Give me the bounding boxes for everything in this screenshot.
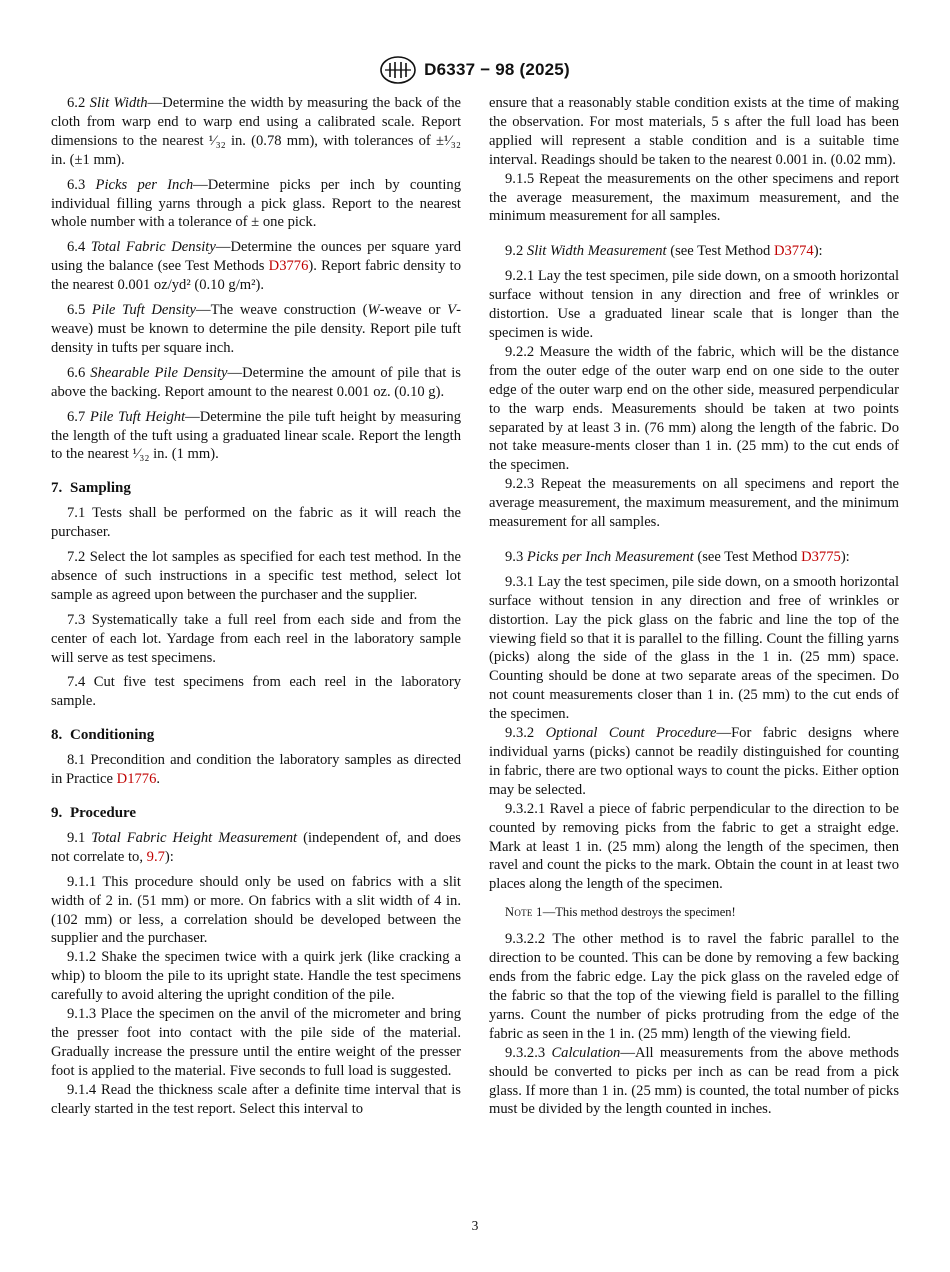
paragraph-9-1: 9.1 Total Fabric Height Measurement (independent of, and does not correlate to, 9.7): [51,829,461,865]
spacer [489,232,899,242]
paragraph-6-4: 6.4 Total Fabric Density—Determine the ounces per square yard using the balance (see Test Methods D3776). Report fabric density to the nearest 0.001 oz/yd² (0.10 g/m²). [51,239,462,294]
paragraph-9-3: 9.3 Picks per Inch Measurement (see Test Method D3775): [505,548,850,565]
paragraph-9-1-1: 9.1.1 This procedure should only be used on fabrics with a slit width of 2 in. (51 mm) or more. On fabrics with a slit width of 4 in. (102 mm) or less, a correlation should be developed between the supplier and the purchaser. [51,873,461,947]
paragraph-9-2-1: 9.2.1 Lay the test specimen, pile side down, on a smooth horizontal surface without tension in any direction and free of wrinkles or distortion. Use a graduated linear scale that is longer than the specimen is wide. [489,268,899,341]
paragraph-6-2: 6.2 Slit Width—Determine the width by measuring the back of the cloth from warp end to warp end using a calibrated scale. Report dimensions to the nearest ¹⁄₃₂ in. (0.78 mm), with tolerances of ±¹⁄₃₂ in. (±1 mm). [51,95,461,168]
astm-logo-icon [380,56,416,84]
paragraph-9-3-2-1: 9.3.2.1 Ravel a piece of fabric perpendicular to the direction to be counted by removing picks from the fabric to get a straight edge. Mark at least 1 in. (25 mm) along the length of the specimen, then ravel and count the picks to the mark. Obtain the count in at least two places along the length of the specimen. [489,800,899,893]
ref-link-d3774[interactable]: D3774 [773,243,814,260]
section-heading-7: 7. Sampling [51,480,131,497]
paragraph-8-1: 8.1 Precondition and condition the laboratory samples as directed in Practice D1776. [51,752,461,788]
paragraph-7-2: 7.2 Select the lot samples as specified for each test method. In the absence of such instructions in a specific test method, select lot sample as agreed upon between the purchaser and the supplier. [51,549,461,603]
paragraph-9-1-5: 9.1.5 Repeat the measurements on the other specimens and report the average measurement, the maximum measurement, and the minimum measurement for all samples. [489,170,899,225]
paragraph-9-3-2-3: 9.3.2.3 Calculation—All measurements from the above methods should be converted to picks per inch as can be read from a pick glass. If more than 1 in. (25 mm) is counted, the total number of picks must be divided by the length counted in inches. [489,1044,899,1118]
ref-link-d1776[interactable]: D1776 [116,771,157,788]
paragraph-7-1: 7.1 Tests shall be performed on the fabric as it will reach the purchaser. [51,505,461,541]
paragraph-9-1-4: 9.1.4 Read the thickness scale after a definite time interval that is clearly started in the test report. Select this interval to [51,1081,461,1117]
right-column [489,94,899,1119]
paragraph-6-6: 6.6 Shearable Pile Density—Determine the amount of pile that is above the backing. Report amount to the nearest 0.001 oz. (0.10 g). [51,364,461,400]
paragraph-7-4: 7.4 Cut five test specimens from each reel in the laboratory sample. [51,674,461,710]
ref-link-d3776[interactable]: D3776 [268,258,309,275]
paragraph-9-3-1: 9.3.1 Lay the test specimen, pile side down, on a smooth horizontal surface without tension in any direction and free of wrinkles or distortion. Lay the pick glass on the fabric and line the top of the viewing field so that it is parallel to the filling. Count the filling yarns (picks) along the side of the glass in the 1 in. (25 mm) space. Counting should be done at two separate areas of the specimen. Do not count measurements closer than 1 in. (25 mm) to the cut ends of the specimen. [489,573,899,723]
paragraph-9-3-2: 9.3.2 Optional Count Procedure—For fabric designs where individual yarns (picks) cannot be readily distinguished for counting in fabric, there are two optional ways to count the picks. Either option may be selected. [489,725,899,798]
paragraph-6-7: 6.7 Pile Tuft Height—Determine the pile tuft height by measuring the length of the tuft using a graduated linear scale. Report the length to the nearest ¹⁄₃₂ in. (1 mm). [51,408,462,463]
paragraph-9-1-3: 9.1.3 Place the specimen on the anvil of the micrometer and bring the presser foot into contact with the pile side of the material. Gradually increase the pressure until the entire weight of the presser foot is applied to the material. Five seconds to full load is suggested. [51,1006,461,1079]
paragraph-9-3-2-2: 9.3.2.2 The other method is to ravel the fabric parallel to the direction to be counted. This can be done by removing a few backing ends from the fabric edge. Lay the pick glass on the raveled edge of the fabric so that the top of the viewing field is parallel to the filling yarns. Count the number of picks protruding from the edge of the fabric as seen in the 1 in. (25 mm) length of the viewing field. [489,931,899,1042]
paragraph-9-2-3: 9.2.3 Repeat the measurements on all specimens and report the average measurement, the maximum measurement, and the minimum measurement for all samples. [489,476,899,531]
ref-link-9-7[interactable]: 9.7 [146,848,165,865]
paragraph-6-3: 6.3 Picks per Inch—Determine picks per inch by counting individual filling yarns through a pick glass. Report to the nearest whole number with a tolerance of ± one pick. [51,176,461,231]
page-number: 3 [471,1218,479,1233]
paragraph-7-3: 7.3 Systematically take a full reel from each side and from the center of each lot. Yardage from each reel in the laboratory sample will serve as test specimens. [51,611,461,666]
note-1: Note 1—This method destroys the specimen! [505,905,736,920]
page-header [0,56,950,84]
standard-designation: D6337 − 98 (2025) [424,60,570,79]
paragraph-9-1-4-continued: ensure that a reasonably stable condition exists at the time of making the observation. For most materials, 5 s after the full load has been applied will represent a stable condition and is a suitable time interval. Readings should be taken to the nearest 0.001 in. (0.02 mm). [489,95,899,168]
section-heading-8: 8. Conditioning [51,727,155,744]
left-column [51,94,461,1119]
section-heading-9: 9. Procedure [51,805,137,821]
ref-link-d3775[interactable]: D3775 [801,548,841,565]
paragraph-6-5: 6.5 Pile Tuft Density—The weave construction (W-weave or V-weave) must be known to determine the pile density. Report pile tuft density in tufts per square inch. [51,302,461,356]
spacer [489,538,899,548]
paragraph-9-2: 9.2 Slit Width Measurement (see Test Method D3774): [505,243,823,260]
paragraph-9-2-2: 9.2.2 Measure the width of the fabric, which will be the distance from the outer edge of the outer warp end on one side to the outer edge of the outer warp end on the other side, measured perpendicular to the warp ends. Measurements should be taken at two points separated by at least 3 in. (76 mm) along the length of the fabric. Do not take measure-ments closer than 1 in. (25 mm) to the cut ends of the specimen. [489,343,899,474]
paragraph-9-1-2: 9.1.2 Shake the specimen twice with a quirk jerk (like cracking a whip) to bloom the pile to its upright state. Handle the test specimens carefully to avoid altering the upright condition of the pile. [51,949,461,1004]
